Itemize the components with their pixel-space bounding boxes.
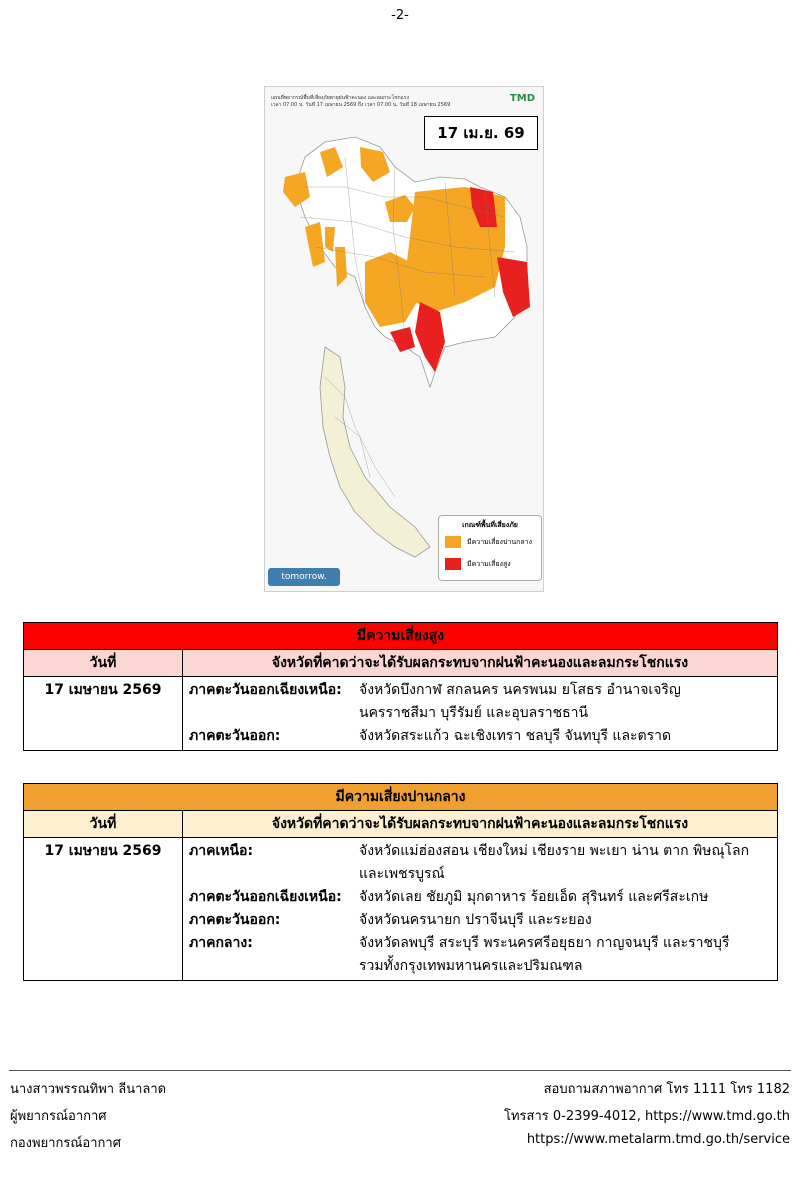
high-risk-title: มีความเสี่ยงสูง (24, 623, 778, 650)
region-provinces-line1: จังหวัดลพบุรี สระบุรี พระนครศรีอยุธยา กาญจนบุรี และราชบุรี (359, 935, 730, 951)
region-name: ภาคเหนือ: (189, 843, 254, 859)
footer-fax-website[interactable]: โทรสาร 0-2399-4012, https://www.tmd.go.th (504, 1109, 790, 1124)
region-row (189, 932, 771, 978)
high-regions-cell (183, 677, 778, 751)
footer-division: กองพยากรณ์อากาศ (10, 1136, 121, 1151)
medium-risk-title-row (24, 784, 778, 811)
region-row (189, 679, 771, 725)
region-provinces: และเพชรบูรณ์ (359, 866, 445, 882)
high-date: 17 เมษายน 2569 (24, 677, 183, 751)
medium-date: 17 เมษายน 2569 (24, 838, 183, 981)
map-header-line1: แผนที่พยากรณ์พื้นที่เสี่ยงภัยพายุฝนฟ้าคะนอง และลมกระโชกแรง (271, 95, 410, 101)
high-col-date: วันที่ (24, 650, 183, 677)
south-land-shape (320, 347, 430, 557)
footer-service-link[interactable]: https://www.metalarm.tmd.go.th/service (526, 1132, 790, 1147)
region-provinces: จังหวัดสระแก้ว ฉะเชิงเทรา ชลบุรี จันทบุรี และตราด (359, 728, 672, 744)
high-risk-header-row (24, 650, 778, 677)
legend-row-medium (445, 536, 532, 548)
region-provinces (359, 932, 771, 978)
region-provinces: จังหวัดเลย ชัยภูมิ มุกดาหาร ร้อยเอ็ด สุรินทร์ และศรีสะเกษ (359, 889, 709, 905)
region-provinces-line1: จังหวัดบึงกาฬ สกลนคร นครพนม ยโสธร อำนาจเจริญ (359, 682, 681, 698)
medium-risk-table (23, 783, 778, 981)
region-name: ภาคตะวันออกเฉียงเหนือ: (189, 682, 342, 698)
region-name: ภาคตะวันออก: (189, 912, 281, 928)
map-legend (438, 515, 542, 581)
legend-medium-label: มีความเสี่ยงปานกลาง (467, 537, 532, 546)
table-row (24, 838, 778, 981)
high-col-provinces: จังหวัดที่คาดว่าจะได้รับผลกระทบจากฝนฟ้าคะนองและลมกระโชกแรง (183, 650, 778, 677)
high-risk-title-row (24, 623, 778, 650)
region-row (189, 886, 771, 909)
region-name: ภาคตะวันออกเฉียงเหนือ: (189, 889, 342, 905)
region-row-continued (189, 863, 771, 886)
medium-risk-title: มีความเสี่ยงปานกลาง (24, 784, 778, 811)
region-provinces: จังหวัดนครนายก ปราจีนบุรี และระยอง (359, 912, 592, 928)
region-provinces-line2: รวมทั้งกรุงเทพมหานครและปริมณฑล (359, 958, 583, 974)
medium-col-date: วันที่ (24, 811, 183, 838)
medium-regions-cell (183, 838, 778, 981)
region-name-spacer (189, 863, 359, 886)
medium-col-provinces: จังหวัดที่คาดว่าจะได้รับผลกระทบจากฝนฟ้าคะนองและลมกระโชกแรง (183, 811, 778, 838)
region-row (189, 840, 771, 863)
region-provinces: จังหวัดแม่ฮ่องสอน เชียงใหม่ เชียงราย พะเยา น่าน ตาก พิษณุโลก (359, 843, 750, 859)
legend-high-swatch (445, 558, 461, 570)
legend-row-high (445, 558, 511, 570)
legend-medium-swatch (445, 536, 461, 548)
region-name: ภาคกลาง: (189, 935, 253, 951)
legend-high-label: มีความเสี่ยงสูง (467, 559, 511, 568)
region-row (189, 909, 771, 932)
legend-title: เกณฑ์พื้นที่เสี่ยงภัย (462, 521, 518, 529)
footer-divider (9, 1070, 791, 1071)
region-row (189, 725, 771, 748)
footer-forecaster-name: นางสาวพรรณทิพา ลีนาลาด (10, 1082, 167, 1097)
region-provinces-line2: นครราชสีมา บุรีรัมย์ และอุบลราชธานี (359, 705, 589, 721)
tomorrow-logo: tomorrow. (268, 568, 340, 586)
page-number: -2- (391, 8, 409, 23)
high-risk-table (23, 622, 778, 751)
footer-forecaster-title: ผู้พยากรณ์อากาศ (10, 1109, 107, 1124)
medium-risk-header-row (24, 811, 778, 838)
footer-phone: สอบถามสภาพอากาศ โทร 1111 โทร 1182 (543, 1082, 790, 1097)
tmd-logo: TMD (509, 93, 535, 104)
table-row (24, 677, 778, 751)
map-header-line2: เวลา 07.00 น. วันที่ 17 เมษายน 2569 ถึง เวลา 07.00 น. วันที่ 18 เมษายน 2569 (271, 102, 451, 108)
map-date-label: 17 เม.ย. 69 (424, 116, 538, 150)
region-name: ภาคตะวันออก: (189, 728, 281, 744)
region-provinces (359, 679, 771, 725)
